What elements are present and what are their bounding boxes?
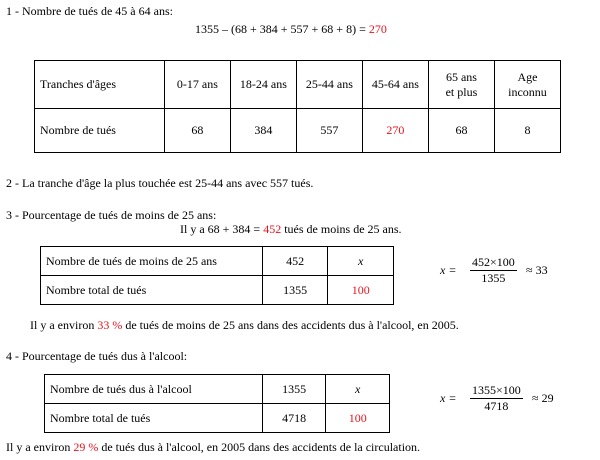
header-18-24: 18-24 ans xyxy=(230,61,296,109)
s4-formula-denominator: 4718 xyxy=(484,399,509,413)
cell-unknown-age: 8 xyxy=(494,109,560,153)
table-row xyxy=(45,375,390,404)
s3-concl-suffix: de tués de moins de 25 ans dans des accidents dus à l'alcool, en 2005. xyxy=(125,318,459,332)
table-row xyxy=(45,404,390,433)
section-3-conclusion xyxy=(30,318,459,333)
section-3-line xyxy=(180,222,402,237)
s3-line-prefix: Il y a 68 + 384 = xyxy=(180,222,261,236)
row-label: Nombre de tués xyxy=(35,109,165,153)
s4-formula-lhs: x = xyxy=(440,391,457,405)
header-unknown-line2: inconnu xyxy=(508,84,547,99)
s4-formula-numerator: 1355×100 xyxy=(472,383,521,397)
s4-row1-label: Nombre de tués dus à l'alcool xyxy=(45,375,263,404)
header-unknown-line1: Age xyxy=(517,69,538,84)
table-row xyxy=(35,109,561,153)
header-65-line1: 65 ans xyxy=(445,69,477,84)
s4-concl-value: 29 % xyxy=(73,440,99,454)
section-4-title: 4 - Pourcentage de tués dus à l'alcool: xyxy=(6,349,188,363)
section-4-conclusion xyxy=(6,440,420,455)
table-row xyxy=(41,247,394,276)
header-25-44: 25-44 ans xyxy=(296,61,362,109)
s4-formula-fraction xyxy=(470,383,523,414)
s4-row1-v2: x xyxy=(326,375,390,404)
s3-concl-prefix: Il y a environ xyxy=(30,318,95,332)
s3-formula-lhs: x = xyxy=(440,263,457,277)
s3-line-value: 452 xyxy=(263,222,282,236)
s4-row2-v2: 100 xyxy=(326,404,390,433)
table-row xyxy=(41,276,394,305)
header-65-plus xyxy=(428,61,494,109)
cell-45-64: 270 xyxy=(362,109,428,153)
header-45-64: 45-64 ans xyxy=(362,61,428,109)
section-3-title: 3 - Pourcentage de tués de moins de 25 ans: xyxy=(6,208,217,222)
under-25-table xyxy=(40,246,394,305)
s3-row1-v1: 452 xyxy=(262,247,328,276)
s3-row1-label: Nombre de tués de moins de 25 ans xyxy=(41,247,263,276)
s3-concl-value: 33 % xyxy=(97,318,123,332)
header-0-17: 0-17 ans xyxy=(164,61,230,109)
cell-65-plus: 68 xyxy=(428,109,494,153)
section-2-text: 2 - La tranche d'âge la plus touchée est 25-44 ans avec 557 tués. xyxy=(6,176,314,190)
section-1-calculation xyxy=(195,22,387,37)
s3-formula-fraction xyxy=(470,255,517,286)
s3-formula-denominator: 1355 xyxy=(481,271,506,285)
alcohol-table xyxy=(44,374,390,433)
cell-18-24: 384 xyxy=(230,109,296,153)
cell-25-44: 557 xyxy=(296,109,362,153)
s3-row2-v1: 1355 xyxy=(262,276,328,305)
s3-row1-v2: x xyxy=(328,247,394,276)
table-header-row xyxy=(35,61,561,109)
s3-row2-v2: 100 xyxy=(328,276,394,305)
header-65-line2: et plus xyxy=(445,84,478,99)
s4-row1-v1: 1355 xyxy=(262,375,326,404)
s3-formula-approx: ≈ 33 xyxy=(526,263,548,277)
s4-concl-suffix: de tués dus à l'alcool, en 2005 dans des accidents de la circulation. xyxy=(101,440,421,454)
age-group-table xyxy=(34,60,561,153)
s4-formula-approx: ≈ 29 xyxy=(532,391,554,405)
s3-formula-numerator: 452×100 xyxy=(472,255,515,269)
section-1-title: 1 - Nombre de tués de 45 à 64 ans: xyxy=(6,4,173,18)
s3-row2-label: Nombre total de tués xyxy=(41,276,263,305)
header-label: Tranches d'âges xyxy=(35,61,165,109)
s4-concl-prefix: Il y a environ xyxy=(6,440,71,454)
s4-row2-v1: 4718 xyxy=(262,404,326,433)
header-unknown-age xyxy=(494,61,560,109)
calc-result: 270 xyxy=(368,22,387,36)
calc-expression: 1355 – (68 + 384 + 557 + 68 + 8) = xyxy=(195,22,366,36)
s4-row2-label: Nombre total de tués xyxy=(45,404,263,433)
s3-line-suffix: tués de moins de 25 ans. xyxy=(284,222,402,236)
cell-0-17: 68 xyxy=(164,109,230,153)
